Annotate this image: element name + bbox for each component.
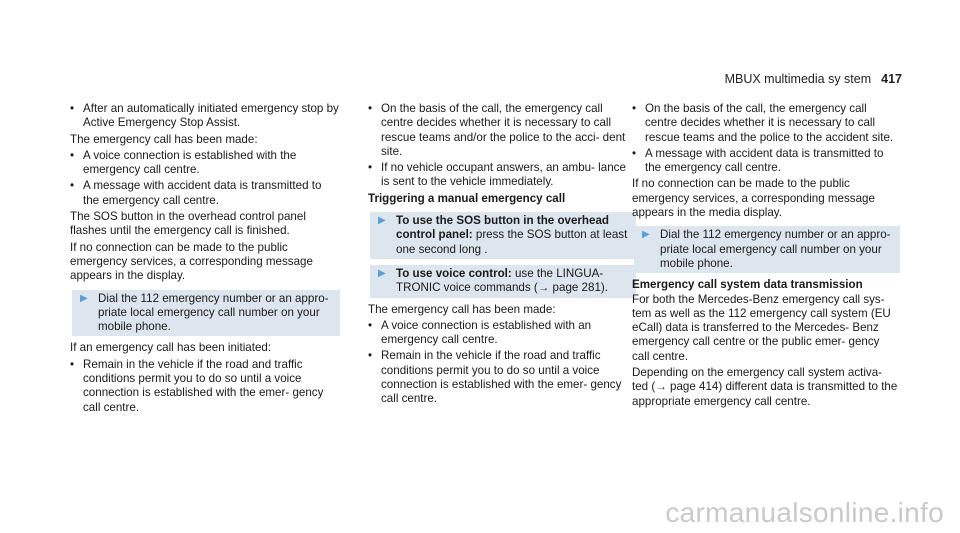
instruction-step: ▶ Dial the 112 emergency number or an appro- priate local emergency call number on your mobile phone.	[72, 290, 340, 337]
step-arrow-icon: ▶	[378, 267, 386, 279]
paragraph: The SOS button in the overhead control panel flashes until the emergency call is finished.	[70, 210, 306, 238]
column-3	[632, 102, 900, 411]
column-1	[70, 102, 340, 417]
list-item: • On the basis of the call, the emergency call centre decides whether it is necessary to call rescue teams and the police to the accident site.	[632, 102, 894, 144]
paragraph: If no connection can be made to the public emergency services, a corresponding message appears in the media display.	[632, 177, 875, 220]
bullet-icon: •	[368, 318, 373, 332]
column-2	[368, 102, 636, 409]
paragraph: The emergency call has been made:	[368, 302, 556, 316]
watermark-text: carmanualsonline.info	[665, 497, 944, 528]
bullet-icon: •	[368, 161, 373, 175]
list-item: • On the basis of the call, the emergency call centre decides whether it is necessary to call rescue teams and/or the police to the acci- dent site.	[368, 102, 626, 158]
list-item: • Remain in the vehicle if the road and traffic conditions permit you to do so until a voice connection is established with the emer- gency call centre.	[70, 357, 324, 414]
instruction-step: ▶ Dial the 112 emergency number or an appro- priate local emergency call number on your mobile phone.	[634, 226, 900, 273]
paragraph: If no connection can be made to the public emergency services, a corresponding message appears in the display.	[70, 240, 313, 283]
list-item: • A message with accident data is transmitted to the emergency call centre.	[70, 179, 322, 207]
instruction-step: ▶ To use voice control: use the LINGUA- TRONIC voice commands (→ page 281).	[370, 265, 636, 298]
bullet-icon: •	[368, 349, 373, 363]
bullet-icon: •	[632, 102, 637, 115]
list-item: • A message with accident data is transmitted to the emergency call centre.	[632, 146, 884, 175]
step-arrow-icon: ▶	[378, 215, 386, 227]
header-title: MBUX multimedia sy stem	[724, 72, 872, 86]
step-arrow-icon: ▶	[80, 292, 88, 304]
step-arrow-icon: ▶	[642, 229, 650, 241]
list-item: • A voice connection is established with the emergency call centre.	[70, 148, 297, 177]
paragraph: For both the Mercedes-Benz emergency call sys- tem as well as the 112 emergency call system (EU eCall) data is transferred to the Mercedes- Benz emergency call centre or the public emer- gency call centre.	[632, 292, 891, 363]
bullet-icon: •	[70, 148, 75, 162]
bullet-icon: •	[632, 146, 637, 160]
section-heading: Emergency call system data transmission	[632, 278, 863, 292]
instruction-step: ▶ To use the SOS button in the overhead control panel: press the SOS button at least one second long .	[370, 212, 636, 259]
list-item: • After an automatically initiated emergency stop by Active Emergency Stop Assist.	[70, 102, 339, 130]
page-number: 417	[881, 72, 902, 86]
list-item: • A voice connection is established with an emergency call centre.	[368, 318, 592, 347]
bullet-icon: •	[70, 179, 75, 193]
bullet-icon: •	[70, 357, 75, 371]
paragraph: The emergency call has been made:	[70, 132, 258, 146]
page-header	[725, 72, 902, 86]
bullet-icon: •	[70, 102, 75, 115]
paragraph: If an emergency call has been initiated:	[70, 341, 272, 355]
section-heading: Triggering a manual emergency call	[368, 191, 566, 205]
list-item: • If no vehicle occupant answers, an ambu- lance is sent to the vehicle immediately.	[368, 161, 626, 189]
paragraph: Depending on the emergency call system activa- ted (→ page 414) different data is transmitted to the appropriate emergency call centre.	[632, 366, 898, 408]
bullet-icon: •	[368, 102, 373, 115]
list-item: • Remain in the vehicle if the road and traffic conditions permit you to do so until a voice connection is established with the emer- gency call centre.	[368, 349, 622, 406]
